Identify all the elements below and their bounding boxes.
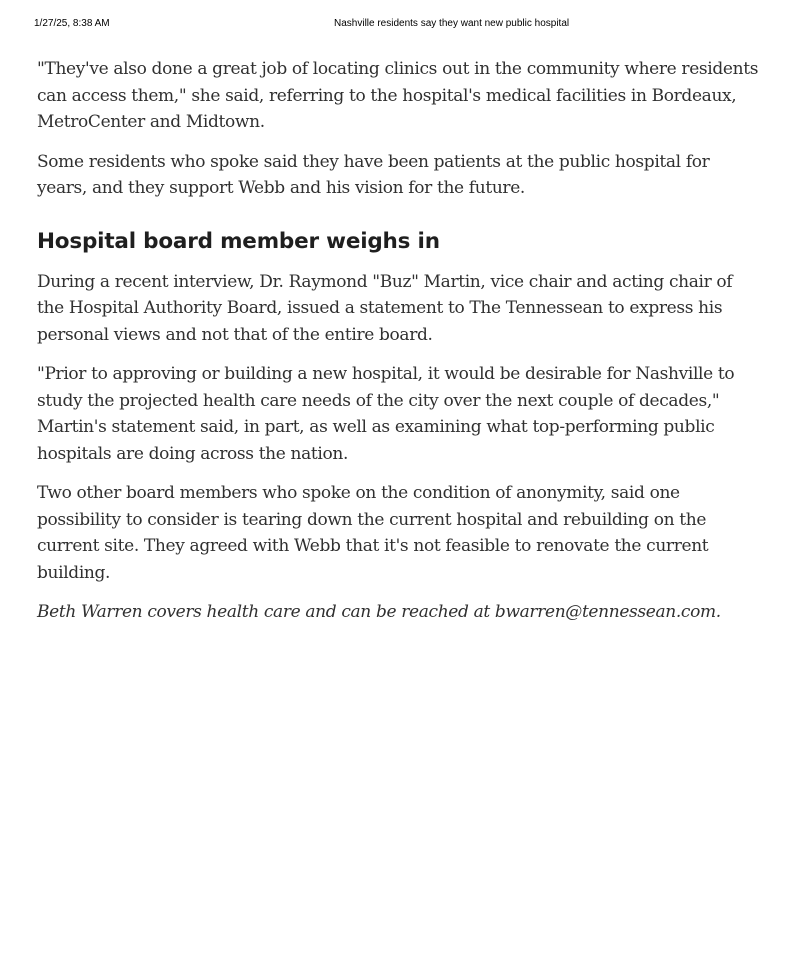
author-byline: Beth Warren covers health care and can be reached at bwarren@tennessean.com. [37,602,721,622]
article-paragraph: Some residents who spoke said they have been patients at the public hospital for years, and they support Webb and his vision for the future. [37,151,710,198]
print-datetime: 1/27/25, 8:38 AM [34,18,110,29]
print-header [34,18,764,32]
section-heading: Hospital board member weighs in [37,228,440,254]
article-paragraph: Two other board members who spoke on the condition of anonymity, said one possibility to consider is tearing down the current hospital and rebuilding on the current site. They agreed with Webb that it's not feasible to renovate the current building. [37,483,709,583]
print-page-title: Nashville residents say they want new public hospital [334,18,570,29]
article-body [37,56,763,639]
article-paragraph: "Prior to approving or building a new hospital, it would be desirable for Nashville to study the projected health care needs of the city over the next couple of decades," Martin's statement said, in part, as well as examining what top-performing public hospitals are doing across the nation. [37,364,735,464]
article-paragraph: During a recent interview, Dr. Raymond "Buz" Martin, vice chair and acting chair of the Hospital Authority Board, issued a statement to The Tennessean to express his personal views and not that of the entire board. [37,271,733,345]
article-paragraph: "They've also done a great job of locating clinics out in the community where residents can access them," she said, referring to the hospital's medical facilities in Bordeaux, MetroCenter and Midtown. [37,59,759,132]
